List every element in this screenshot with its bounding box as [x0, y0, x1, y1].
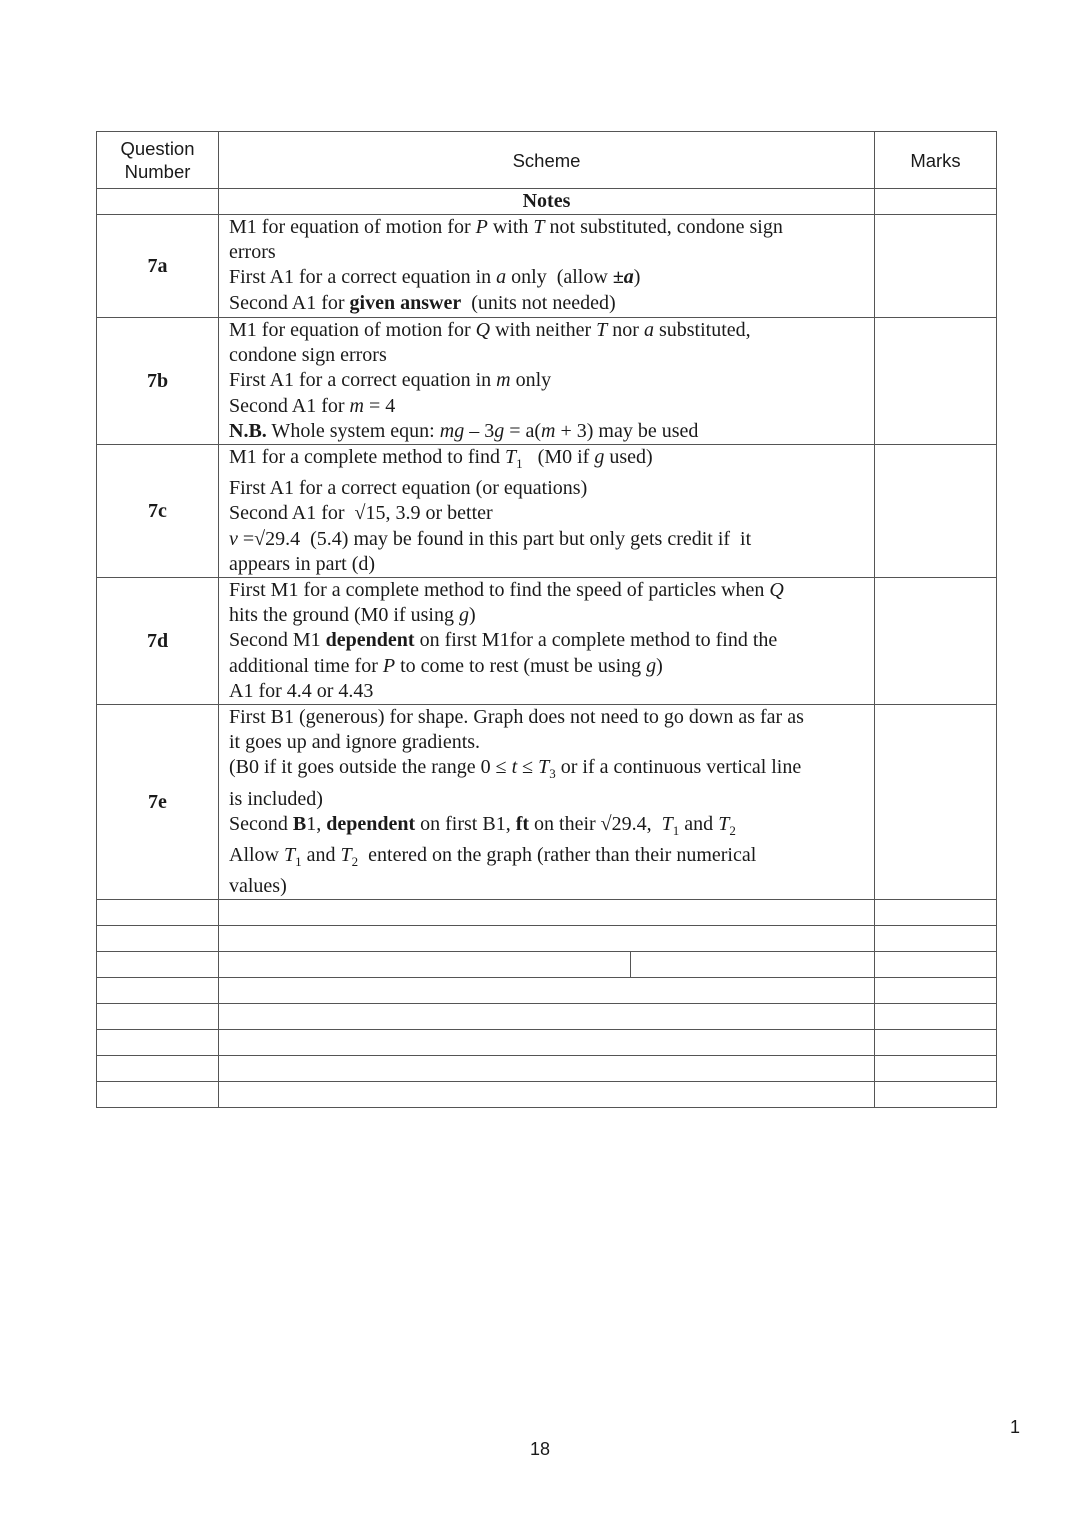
notes-cell: [219, 445, 875, 578]
marks-cell: [875, 318, 997, 445]
question-number: 7d: [97, 578, 219, 705]
header-row: [97, 132, 997, 189]
notes-cell: [219, 578, 875, 705]
note-line: errors: [229, 241, 276, 264]
note-line: N.B. Whole system equn: mg – 3g = a(m + 3) may be used: [229, 419, 699, 442]
note-line: hits the ground (M0 if using g): [229, 604, 476, 627]
notes-title-blank-marks: [875, 189, 997, 215]
note-line: Allow $T_1$ and $T_2$ entered on the graph (rather than their numerical: [229, 844, 757, 870]
note-line: A1 for 4.4 or 4.43: [229, 679, 374, 702]
note-line: condone sign errors: [229, 344, 387, 367]
corner-number: 1: [1010, 1417, 1021, 1437]
note-line: First A1 for a correct equation in m only: [229, 369, 552, 392]
notes-cell: [219, 705, 875, 900]
note-line: it goes up and ignore gradients.: [229, 731, 481, 754]
scheme-header: Scheme: [219, 132, 875, 189]
note-line: Second M1 dependent on first M1for a complete method to find the: [229, 629, 778, 652]
page-number: 18: [529, 1439, 551, 1459]
notes-cell: [219, 318, 875, 445]
empty-row: [97, 952, 997, 978]
empty-row: [97, 978, 997, 1004]
note-line: additional time for P to come to rest (must be using g): [229, 654, 663, 677]
note-line: Second B1, dependent on first B1, ft on their √29.4, $T_1$ and $T_2$: [229, 812, 736, 838]
scheme-row-7c: [97, 445, 997, 578]
question-header-line-1: Question: [120, 138, 195, 159]
empty-row: [97, 1082, 997, 1108]
scheme-row-7e: [97, 705, 997, 900]
note-line: Second A1 for given answer (units not needed): [229, 291, 616, 314]
notes-title-row: [97, 189, 997, 215]
note-line: (B0 if it goes outside the range $0 \le t \le T_3$ or if a continuous vertical line: [229, 756, 802, 782]
question-number: 7e: [97, 705, 219, 900]
question-header-line-2: Number: [124, 161, 191, 182]
note-line: First B1 (generous) for shape. Graph does not need to go down as far as: [229, 706, 804, 729]
note-line: values): [229, 875, 287, 898]
note-line: First A1 for a correct equation in a only (allow ±a): [229, 266, 641, 289]
note-line: M1 for a complete method to find $T_1$ (M0 if g used): [229, 446, 653, 472]
question-number: 7b: [97, 318, 219, 445]
marks-cell: [875, 215, 997, 318]
note-line: First A1 for a correct equation (or equations): [229, 477, 588, 500]
empty-row: [97, 900, 997, 926]
question-number-header: [97, 132, 219, 189]
note-line: First M1 for a complete method to find the speed of particles when Q: [229, 579, 784, 602]
notes-title-blank-q: [97, 189, 219, 215]
question-number: 7a: [97, 215, 219, 318]
scheme-row-7a: [97, 215, 997, 318]
empty-row: [97, 1056, 997, 1082]
notes-cell: [219, 215, 875, 318]
note-line: v =√29.4 (5.4) may be found in this part but only gets credit if it: [229, 527, 752, 550]
marks-cell: [875, 578, 997, 705]
question-number: 7c: [97, 445, 219, 578]
empty-row: [97, 1030, 997, 1056]
marks-header: Marks: [875, 132, 997, 189]
marks-cell: [875, 705, 997, 900]
mark-scheme-table: [96, 131, 997, 1108]
note-line: Second A1 for √15, 3.9 or better: [229, 502, 493, 525]
empty-row: [97, 926, 997, 952]
note-line: Second A1 for m = 4: [229, 394, 396, 417]
scheme-row-7b: [97, 318, 997, 445]
scheme-row-7d: [97, 578, 997, 705]
notes-title: Notes: [219, 189, 875, 215]
note-line: is included): [229, 787, 323, 810]
note-line: appears in part (d): [229, 552, 376, 575]
marks-cell: [875, 445, 997, 578]
note-line: M1 for equation of motion for Q with neither T nor a substituted,: [229, 319, 751, 341]
note-line: M1 for equation of motion for P with T not substituted, condone sign: [229, 216, 783, 238]
empty-row: [97, 1004, 997, 1030]
